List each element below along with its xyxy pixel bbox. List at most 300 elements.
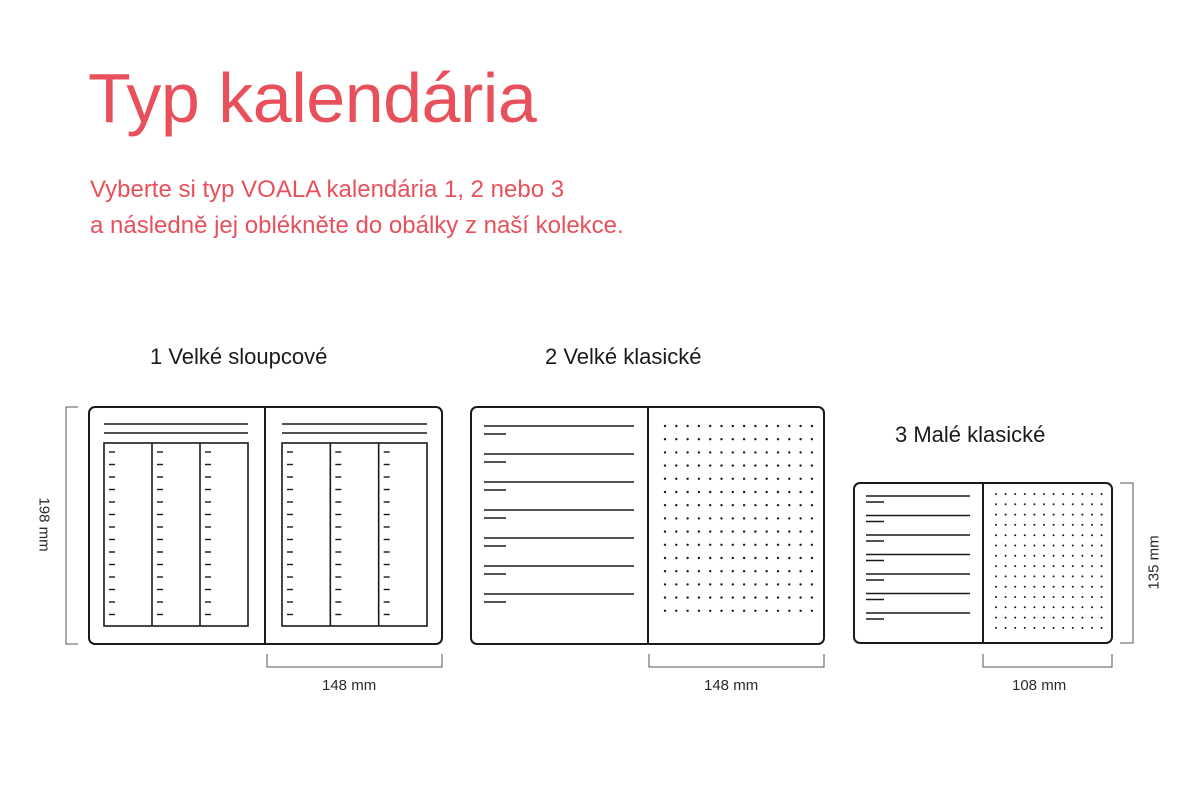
grid-dot	[788, 438, 790, 440]
grid-dot	[1043, 596, 1045, 598]
grid-dot	[1091, 606, 1093, 608]
grid-dot	[686, 451, 688, 453]
grid-dot	[777, 570, 779, 572]
calendar-2-label: 2 Velké klasické	[545, 344, 702, 369]
grid-dot	[664, 478, 666, 480]
grid-dot	[1024, 534, 1026, 536]
grid-dot	[788, 464, 790, 466]
calendar-2-width-label: 148 mm	[704, 677, 759, 694]
grid-dot	[1014, 606, 1016, 608]
grid-dot	[754, 583, 756, 585]
grid-dot	[743, 425, 745, 427]
grid-dot	[664, 583, 666, 585]
grid-dot	[743, 544, 745, 546]
grid-dot	[799, 491, 801, 493]
grid-dot	[1043, 545, 1045, 547]
grid-dot	[1005, 565, 1007, 567]
grid-dot	[686, 596, 688, 598]
grid-dot	[1072, 596, 1074, 598]
grid-dot	[732, 491, 734, 493]
grid-dot	[709, 530, 711, 532]
grid-dot	[1072, 503, 1074, 505]
grid-dot	[698, 491, 700, 493]
grid-dot	[1101, 627, 1103, 629]
grid-dot	[709, 464, 711, 466]
grid-dot	[799, 451, 801, 453]
grid-dot	[766, 517, 768, 519]
grid-dot	[766, 425, 768, 427]
grid-dot	[720, 544, 722, 546]
grid-dot	[1043, 565, 1045, 567]
calendar-3-height-label: 135 mm	[1145, 535, 1163, 590]
grid-dot	[788, 596, 790, 598]
grid-dot	[698, 517, 700, 519]
grid-dot	[766, 451, 768, 453]
grid-dot	[1005, 514, 1007, 516]
grid-dot	[1014, 565, 1016, 567]
grid-dot	[777, 464, 779, 466]
grid-dot	[1014, 596, 1016, 598]
grid-dot	[1053, 596, 1055, 598]
grid-dot	[995, 617, 997, 619]
grid-dot	[698, 557, 700, 559]
grid-dot	[1024, 503, 1026, 505]
grid-dot	[698, 544, 700, 546]
grid-dot	[1101, 575, 1103, 577]
grid-dot	[720, 570, 722, 572]
calendar-1-height-label: 198 mm	[35, 497, 53, 552]
calendar-3-height-dimension	[1120, 483, 1133, 643]
grid-dot	[1091, 524, 1093, 526]
grid-dot	[1062, 514, 1064, 516]
grid-dot	[1005, 493, 1007, 495]
grid-dot	[995, 606, 997, 608]
grid-dot	[732, 438, 734, 440]
grid-dot	[675, 517, 677, 519]
grid-dot	[698, 504, 700, 506]
grid-dot	[1062, 596, 1064, 598]
grid-dot	[732, 478, 734, 480]
grid-dot	[777, 610, 779, 612]
grid-dot	[1091, 627, 1093, 629]
grid-dot	[1033, 606, 1035, 608]
grid-dot	[1053, 503, 1055, 505]
grid-dot	[1072, 545, 1074, 547]
grid-dot	[720, 530, 722, 532]
grid-dot	[1033, 555, 1035, 557]
grid-dot	[754, 478, 756, 480]
grid-dot	[1081, 606, 1083, 608]
grid-dot	[1062, 503, 1064, 505]
grid-dot	[1014, 627, 1016, 629]
grid-dot	[788, 570, 790, 572]
grid-dot	[799, 438, 801, 440]
calendar-3-label: 3 Malé klasické	[895, 422, 1046, 447]
grid-dot	[1033, 565, 1035, 567]
grid-dot	[811, 438, 813, 440]
grid-dot	[664, 504, 666, 506]
grid-dot	[766, 596, 768, 598]
grid-dot	[995, 586, 997, 588]
grid-dot	[1101, 493, 1103, 495]
grid-dot	[1062, 524, 1064, 526]
grid-dot	[743, 491, 745, 493]
grid-dot	[754, 438, 756, 440]
grid-dot	[1053, 493, 1055, 495]
grid-dot	[686, 491, 688, 493]
grid-dot	[1053, 545, 1055, 547]
grid-dot	[1033, 575, 1035, 577]
grid-dot	[766, 544, 768, 546]
grid-dot	[799, 464, 801, 466]
grid-dot	[1005, 575, 1007, 577]
grid-dot	[1072, 514, 1074, 516]
grid-dot	[743, 438, 745, 440]
grid-dot	[675, 451, 677, 453]
grid-dot	[811, 530, 813, 532]
grid-dot	[709, 517, 711, 519]
grid-dot	[675, 544, 677, 546]
grid-dot	[743, 517, 745, 519]
grid-dot	[664, 451, 666, 453]
grid-dot	[1091, 596, 1093, 598]
grid-dot	[686, 610, 688, 612]
grid-dot	[709, 544, 711, 546]
grid-dot	[811, 491, 813, 493]
grid-dot	[1024, 627, 1026, 629]
grid-dot	[743, 530, 745, 532]
grid-dot	[1091, 493, 1093, 495]
grid-dot	[664, 557, 666, 559]
grid-dot	[743, 583, 745, 585]
grid-dot	[1072, 606, 1074, 608]
grid-dot	[799, 583, 801, 585]
grid-dot	[1053, 534, 1055, 536]
grid-dot	[1024, 596, 1026, 598]
grid-dot	[1033, 503, 1035, 505]
grid-dot	[720, 438, 722, 440]
grid-dot	[686, 438, 688, 440]
grid-dot	[732, 557, 734, 559]
grid-dot	[720, 517, 722, 519]
column-grid	[282, 443, 427, 626]
grid-dot	[720, 610, 722, 612]
grid-dot	[777, 425, 779, 427]
grid-dot	[1005, 606, 1007, 608]
grid-dot	[698, 570, 700, 572]
grid-dot	[1043, 534, 1045, 536]
grid-dot	[754, 610, 756, 612]
grid-dot	[1043, 503, 1045, 505]
grid-dot	[1053, 555, 1055, 557]
grid-dot	[720, 583, 722, 585]
grid-dot	[1091, 514, 1093, 516]
calendar-3-width-dimension	[983, 654, 1112, 667]
grid-dot	[1072, 534, 1074, 536]
grid-dot	[732, 464, 734, 466]
grid-dot	[788, 517, 790, 519]
grid-dot	[811, 504, 813, 506]
grid-dot	[1062, 545, 1064, 547]
grid-dot	[1091, 617, 1093, 619]
column-grid	[104, 443, 248, 626]
grid-dot	[788, 583, 790, 585]
grid-dot	[720, 557, 722, 559]
grid-dot	[698, 596, 700, 598]
grid-dot	[766, 610, 768, 612]
grid-dot	[995, 565, 997, 567]
grid-dot	[788, 557, 790, 559]
grid-dot	[811, 464, 813, 466]
grid-dot	[1024, 555, 1026, 557]
grid-dot	[743, 570, 745, 572]
grid-dot	[777, 517, 779, 519]
grid-dot	[698, 425, 700, 427]
grid-dot	[686, 544, 688, 546]
grid-dot	[1091, 534, 1093, 536]
grid-dot	[664, 491, 666, 493]
calendar-1-width-dimension	[267, 654, 442, 667]
grid-dot	[732, 504, 734, 506]
grid-dot	[1091, 555, 1093, 557]
grid-dot	[675, 610, 677, 612]
grid-dot	[686, 570, 688, 572]
grid-dot	[766, 530, 768, 532]
grid-dot	[777, 491, 779, 493]
grid-dot	[1072, 575, 1074, 577]
grid-dot	[1081, 493, 1083, 495]
grid-dot	[995, 555, 997, 557]
grid-dot	[754, 425, 756, 427]
grid-dot	[1033, 493, 1035, 495]
grid-dot	[995, 524, 997, 526]
grid-dot	[1033, 534, 1035, 536]
grid-dot	[1062, 555, 1064, 557]
grid-dot	[754, 504, 756, 506]
grid-dot	[799, 504, 801, 506]
grid-dot	[811, 517, 813, 519]
grid-dot	[811, 570, 813, 572]
grid-dot	[1024, 545, 1026, 547]
subtitle-line-1: Vyberte si typ VOALA kalendária 1, 2 nebo 3	[90, 176, 565, 203]
grid-dot	[811, 596, 813, 598]
calendar-1-height-dimension	[66, 407, 78, 644]
grid-dot	[732, 544, 734, 546]
grid-dot	[799, 478, 801, 480]
grid-dot	[686, 530, 688, 532]
grid-dot	[766, 438, 768, 440]
grid-dot	[777, 583, 779, 585]
grid-dot	[799, 557, 801, 559]
grid-dot	[1062, 493, 1064, 495]
grid-dot	[686, 504, 688, 506]
grid-dot	[675, 596, 677, 598]
grid-dot	[1081, 627, 1083, 629]
grid-dot	[743, 504, 745, 506]
grid-dot	[1005, 596, 1007, 598]
grid-dot	[1062, 575, 1064, 577]
grid-dot	[1014, 617, 1016, 619]
grid-dot	[788, 544, 790, 546]
grid-dot	[1062, 534, 1064, 536]
grid-dot	[1024, 524, 1026, 526]
grid-dot	[1014, 575, 1016, 577]
grid-dot	[675, 557, 677, 559]
grid-dot	[754, 491, 756, 493]
grid-dot	[1014, 555, 1016, 557]
grid-dot	[799, 530, 801, 532]
grid-dot	[1005, 627, 1007, 629]
grid-dot	[675, 478, 677, 480]
grid-dot	[720, 464, 722, 466]
grid-dot	[1014, 503, 1016, 505]
grid-dot	[1101, 586, 1103, 588]
calendar-1-width-label: 148 mm	[322, 677, 377, 694]
grid-dot	[754, 451, 756, 453]
grid-dot	[1072, 524, 1074, 526]
grid-dot	[1081, 503, 1083, 505]
grid-dot	[1043, 627, 1045, 629]
grid-dot	[732, 530, 734, 532]
grid-dot	[788, 530, 790, 532]
grid-dot	[732, 451, 734, 453]
grid-dot	[1043, 606, 1045, 608]
grid-dot	[1072, 586, 1074, 588]
grid-dot	[1081, 555, 1083, 557]
grid-dot	[664, 530, 666, 532]
grid-dot	[664, 610, 666, 612]
grid-dot	[686, 425, 688, 427]
grid-dot	[698, 583, 700, 585]
grid-dot	[743, 596, 745, 598]
grid-dot	[1091, 586, 1093, 588]
grid-dot	[1072, 627, 1074, 629]
grid-dot	[709, 596, 711, 598]
grid-dot	[1024, 514, 1026, 516]
grid-dot	[675, 570, 677, 572]
grid-dot	[1043, 493, 1045, 495]
grid-dot	[709, 451, 711, 453]
grid-dot	[995, 534, 997, 536]
grid-dot	[1033, 617, 1035, 619]
grid-dot	[1091, 575, 1093, 577]
grid-dot	[686, 583, 688, 585]
grid-dot	[1043, 586, 1045, 588]
grid-dot	[698, 478, 700, 480]
grid-dot	[1005, 524, 1007, 526]
grid-dot	[743, 451, 745, 453]
grid-dot	[720, 451, 722, 453]
grid-dot	[995, 545, 997, 547]
grid-dot	[698, 438, 700, 440]
grid-dot	[664, 544, 666, 546]
grid-dot	[1033, 627, 1035, 629]
grid-dot	[1101, 545, 1103, 547]
grid-dot	[811, 583, 813, 585]
grid-dot	[754, 557, 756, 559]
grid-dot	[777, 478, 779, 480]
grid-dot	[732, 425, 734, 427]
grid-dot	[1053, 586, 1055, 588]
grid-dot	[811, 451, 813, 453]
grid-dot	[1053, 617, 1055, 619]
grid-dot	[1081, 565, 1083, 567]
grid-dot	[777, 596, 779, 598]
grid-dot	[1101, 524, 1103, 526]
grid-dot	[1014, 586, 1016, 588]
grid-dot	[1091, 503, 1093, 505]
grid-dot	[709, 438, 711, 440]
grid-dot	[686, 464, 688, 466]
grid-dot	[709, 557, 711, 559]
grid-dot	[1081, 575, 1083, 577]
grid-dot	[686, 517, 688, 519]
grid-dot	[788, 504, 790, 506]
grid-dot	[1081, 617, 1083, 619]
grid-dot	[1062, 586, 1064, 588]
calendar-2-width-dimension	[649, 654, 824, 667]
grid-dot	[698, 610, 700, 612]
grid-dot	[799, 425, 801, 427]
grid-dot	[1033, 545, 1035, 547]
calendar-1-label: 1 Velké sloupcové	[150, 344, 328, 369]
grid-dot	[811, 557, 813, 559]
grid-dot	[811, 425, 813, 427]
grid-dot	[754, 464, 756, 466]
grid-dot	[766, 464, 768, 466]
grid-dot	[811, 610, 813, 612]
grid-dot	[1005, 555, 1007, 557]
grid-dot	[1053, 627, 1055, 629]
grid-dot	[732, 517, 734, 519]
page-title: Typ kalendária	[88, 59, 537, 137]
grid-dot	[1024, 617, 1026, 619]
grid-dot	[664, 570, 666, 572]
grid-dot	[1072, 493, 1074, 495]
grid-dot	[788, 491, 790, 493]
grid-dot	[1101, 606, 1103, 608]
grid-dot	[766, 478, 768, 480]
grid-dot	[1101, 534, 1103, 536]
grid-dot	[709, 491, 711, 493]
calendar-3-pages	[866, 493, 1103, 629]
grid-dot	[675, 583, 677, 585]
grid-dot	[754, 530, 756, 532]
grid-dot	[720, 504, 722, 506]
grid-dot	[788, 451, 790, 453]
grid-dot	[799, 570, 801, 572]
grid-dot	[995, 627, 997, 629]
grid-dot	[811, 544, 813, 546]
grid-dot	[766, 583, 768, 585]
grid-dot	[709, 478, 711, 480]
grid-dot	[1014, 514, 1016, 516]
grid-dot	[788, 425, 790, 427]
grid-dot	[732, 570, 734, 572]
grid-dot	[754, 517, 756, 519]
grid-dot	[995, 503, 997, 505]
grid-dot	[1081, 514, 1083, 516]
grid-dot	[675, 425, 677, 427]
grid-dot	[1005, 534, 1007, 536]
grid-dot	[1043, 514, 1045, 516]
grid-dot	[799, 544, 801, 546]
grid-dot	[675, 504, 677, 506]
grid-dot	[1101, 555, 1103, 557]
grid-dot	[1024, 575, 1026, 577]
grid-dot	[709, 570, 711, 572]
grid-dot	[1033, 586, 1035, 588]
